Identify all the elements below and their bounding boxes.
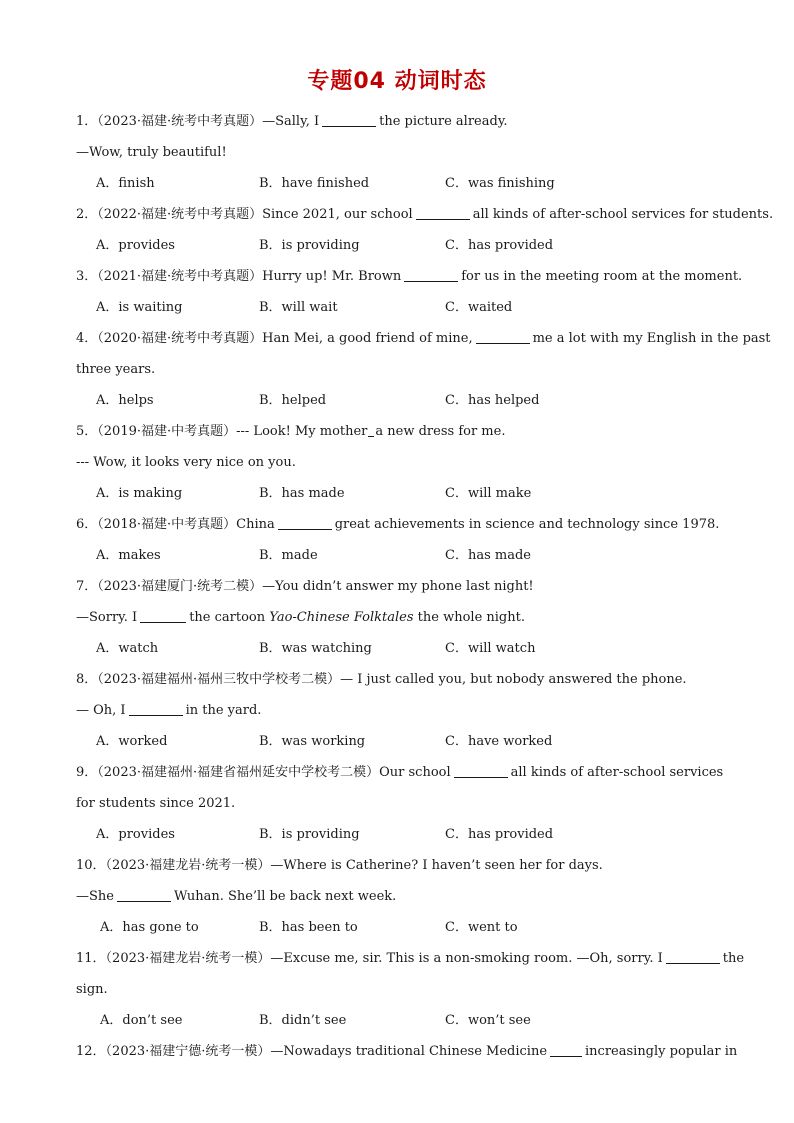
- question-4: [76, 323, 771, 354]
- question-10-line-2: [76, 881, 720, 912]
- option-a: A．has gone to: [100, 920, 199, 935]
- question-text-tail: a new dress for me.: [375, 424, 506, 439]
- answer-blank: [140, 608, 186, 623]
- question-10-options: [76, 912, 720, 943]
- option-a: A．watch: [96, 641, 159, 656]
- option-a: A．helps: [96, 393, 154, 408]
- question-text-tail: all kinds of after-school services for students.: [472, 207, 774, 222]
- option-c: C．will watch: [445, 641, 536, 656]
- cartoon-title: Yao-Chinese Folktales: [269, 610, 414, 625]
- answer-blank: [368, 422, 374, 437]
- option-b: B．was working: [259, 734, 366, 749]
- answer-blank: [129, 701, 183, 716]
- question-text: 6．（2018·福建·中考真题）China: [76, 517, 275, 532]
- question-6-options: [76, 540, 720, 571]
- option-c: C．has helped: [445, 393, 540, 408]
- question-7-line-2: [76, 602, 720, 633]
- question-8-line-2: [76, 695, 720, 726]
- option-c: C．has provided: [445, 238, 554, 253]
- option-b: B．have finished: [259, 176, 370, 191]
- question-10: 10．（2023·福建龙岩·统考一模）—Where is Catherine? I haven’t seen her for days.: [76, 858, 603, 873]
- option-b: B．made: [259, 548, 318, 563]
- question-text: 4．（2020·福建·统考中考真题）Han Mei, a good friend of mine,: [76, 331, 473, 346]
- option-a: A．provides: [96, 238, 175, 253]
- question-list: [76, 106, 774, 1067]
- question-5: [76, 416, 720, 447]
- option-b: B．helped: [259, 393, 327, 408]
- option-c: C．has made: [445, 548, 531, 563]
- answer-blank: [416, 205, 470, 220]
- option-a: A．provides: [96, 827, 175, 842]
- option-a: A．worked: [96, 734, 168, 749]
- question-1: [76, 106, 720, 137]
- question-9: [76, 757, 724, 788]
- option-b: B．has been to: [259, 920, 358, 935]
- question-8-options: [76, 726, 720, 757]
- question-7: 7．（2023·福建厦门·统考二模）—You didn’t answer my phone last night!: [76, 579, 534, 594]
- question-7-options: [76, 633, 720, 664]
- question-text: 5．（2019·福建·中考真题）--- Look! My mother: [76, 424, 368, 439]
- option-a: A．is making: [96, 486, 183, 501]
- option-c: C．will make: [445, 486, 532, 501]
- option-c: C．have worked: [445, 734, 553, 749]
- option-b: B．has made: [259, 486, 345, 501]
- question-2: [76, 199, 774, 230]
- question-9-line-2: for students since 2021.: [76, 796, 236, 811]
- option-c: C．went to: [445, 920, 518, 935]
- option-c: C．was finishing: [445, 176, 555, 191]
- answer-blank: [117, 887, 171, 902]
- option-c: C．waited: [445, 300, 513, 315]
- option-a: A．makes: [96, 548, 161, 563]
- question-text-tail: me a lot with my English in the past: [532, 331, 771, 346]
- question-2-options: [76, 230, 720, 261]
- question-text-tail: Wuhan. She’ll be back next week.: [173, 889, 397, 904]
- option-b: B．was watching: [259, 641, 372, 656]
- question-text-tail: the: [722, 951, 745, 966]
- option-a: A．don’t see: [100, 1013, 183, 1028]
- question-text: 11．（2023·福建龙岩·统考一模）—Excuse me, sir. This is a non-smoking room. —Oh, sorry. I: [76, 951, 663, 966]
- question-text: 2．（2022·福建·统考中考真题）Since 2021, our school: [76, 207, 413, 222]
- question-text: —Sorry. I: [76, 610, 138, 625]
- page-title: 专题04 动词时态: [307, 69, 487, 94]
- question-3-options: [76, 292, 720, 323]
- question-6: [76, 509, 720, 540]
- option-a: A．is waiting: [96, 300, 183, 315]
- question-3: [76, 261, 743, 292]
- question-4-line-2: three years.: [76, 362, 156, 377]
- question-4-options: [76, 385, 720, 416]
- answer-blank: [476, 329, 530, 344]
- question-text-tail: in the yard.: [185, 703, 262, 718]
- question-1-options: [76, 168, 720, 199]
- question-11-line-2: sign.: [76, 982, 108, 997]
- question-text: 12．（2023·福建宁德·统考一模）—Nowadays traditional Chinese Medicine: [76, 1044, 548, 1059]
- question-text: — Oh, I: [76, 703, 126, 718]
- option-a: A．finish: [96, 176, 155, 191]
- option-b: B．is providing: [259, 238, 360, 253]
- option-c: C．has provided: [445, 827, 554, 842]
- question-11-options: [76, 1005, 720, 1036]
- question-9-options: [76, 819, 720, 850]
- question-text-tail: the picture already.: [379, 114, 508, 129]
- option-c: C．won’t see: [445, 1013, 531, 1028]
- question-11: [76, 943, 745, 974]
- question-5-options: [76, 478, 720, 509]
- question-text-tail: increasingly popular in: [585, 1044, 738, 1059]
- answer-blank: [322, 112, 376, 127]
- option-b: B．is providing: [259, 827, 360, 842]
- question-text: 3．（2021·福建·统考中考真题）Hurry up! Mr. Brown: [76, 269, 402, 284]
- question-text: 9．（2023·福建福州·福建省福州延安中学校考二模）Our school: [76, 765, 451, 780]
- answer-blank: [550, 1042, 582, 1057]
- question-text: —She: [76, 889, 114, 904]
- question-text-tail: great achievements in science and technology since 1978.: [334, 517, 720, 532]
- option-b: B．didn’t see: [259, 1013, 347, 1028]
- question-text-tail: all kinds of after-school services: [510, 765, 724, 780]
- answer-blank: [666, 949, 720, 964]
- question-12: [76, 1036, 738, 1067]
- question-text-tail: for us in the meeting room at the moment.: [461, 269, 743, 284]
- answer-blank: [278, 515, 332, 530]
- answer-blank: [404, 267, 458, 282]
- question-8: 8．（2023·福建福州·福州三牧中学校考二模）— I just called you, but nobody answered the phone.: [76, 672, 687, 687]
- question-text: 1．（2023·福建·统考中考真题）—Sally, I: [76, 114, 320, 129]
- question-text-mid: the cartoon: [189, 610, 266, 625]
- question-1-line-2: —Wow, truly beautiful!: [76, 145, 227, 160]
- question-text-tail: the whole night.: [417, 610, 525, 625]
- option-b: B．will wait: [259, 300, 338, 315]
- question-5-line-2: --- Wow, it looks very nice on you.: [76, 455, 296, 470]
- answer-blank: [454, 763, 508, 778]
